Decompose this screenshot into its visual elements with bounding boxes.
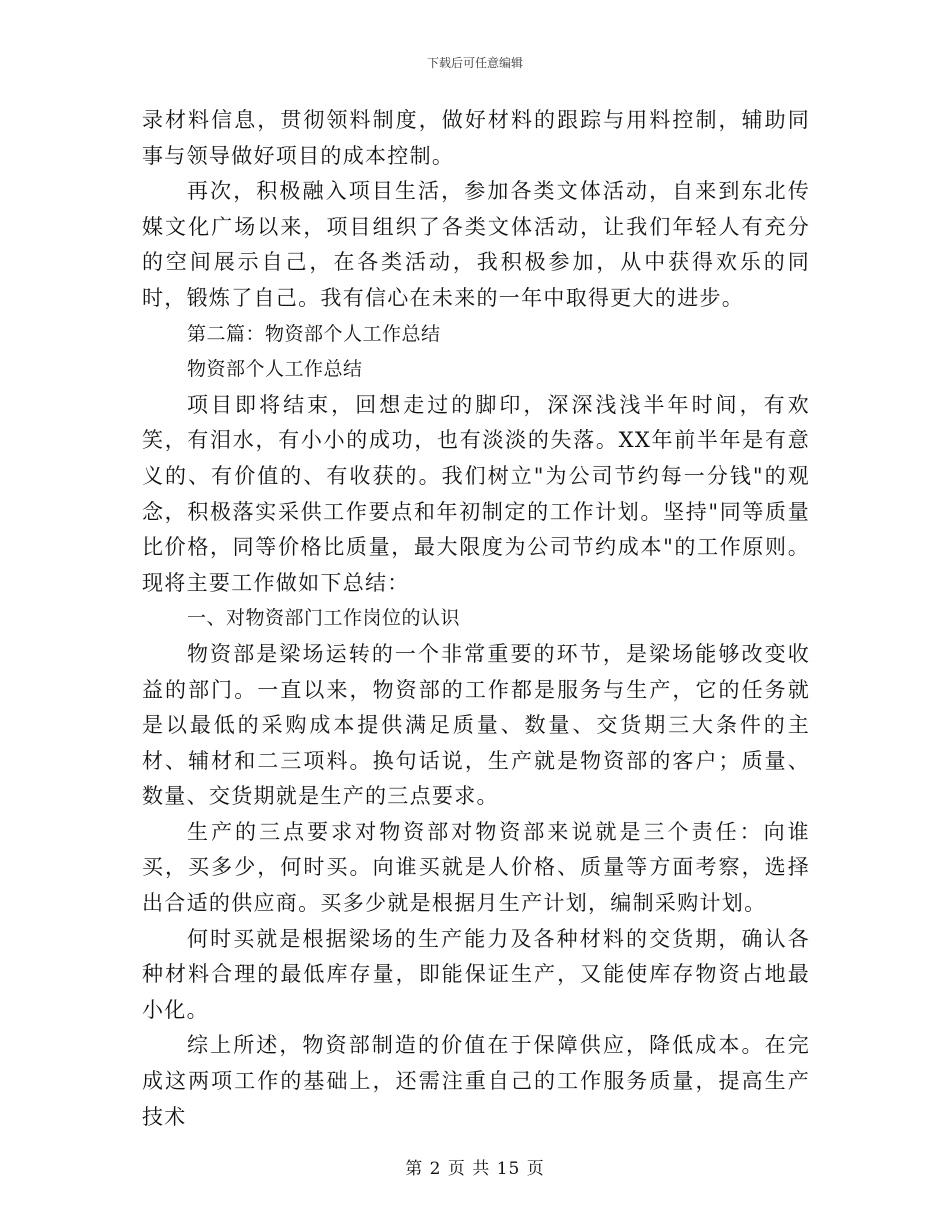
paragraph: 综上所述，物资部制造的价值在于保障供应，降低成本。在完成这两项工作的基础上，还需注重自己的工作服务质量，提高生产技术 (142, 1033, 810, 1129)
section-title: 第二篇：物资部个人工作总结 (187, 322, 441, 345)
paragraph: 项目即将结束，回想走过的脚印，深深浅浅半年时间，有欢笑，有泪水，有小小的成功，也有淡淡的失落。XX年前半年是有意义的、有价值的、有收获的。我们树立"为公司节约每一分钱"的观念，积极落实采供工作要点和年初制定的工作计划。坚持"同等质量比价格，同等价格比质量，最大限度为公司节约成本"的工作原则。现将主要工作做如下总结： (142, 392, 810, 595)
subsection-heading: 一、对物资部门工作岗位的认识 (187, 607, 461, 630)
document-body (142, 103, 810, 1135)
article-title: 物资部个人工作总结 (187, 358, 363, 381)
paragraph-continuation: 录材料信息，贯彻领料制度，做好材料的跟踪与用料控制，辅助同事与领导做好项目的成本控制。 (142, 108, 810, 168)
page-number: 第 2 页 共 15 页 (405, 1159, 545, 1179)
paragraph: 生产的三点要求对物资部对物资部来说就是三个责任：向谁买，买多少，何时买。向谁买就是人价格、质量等方面考察，选择出合适的供应商。买多少就是根据月生产计划，编制采购计划。 (142, 819, 810, 916)
paragraph: 何时买就是根据梁场的生产能力及各种材料的交货期，确认各种材料合理的最低库存量，即能保证生产，又能使库存物资占地最小化。 (142, 926, 810, 1022)
paragraph: 物资部是梁场运转的一个非常重要的环节，是梁场能够改变收益的部门。一直以来，物资部的工作都是服务与生产，它的任务就是以最低的采购成本提供满足质量、数量、交货期三大条件的主材、辅材和二三项料。换句话说，生产就是物资部的客户；质量、数量、交货期就是生产的三点要求。 (142, 641, 810, 809)
paragraph: 再次，积极融入项目生活，参加各类文体活动，自来到东北传媒文化广场以来，项目组织了各类文体活动，让我们年轻人有充分的空间展示自己，在各类活动，我积极参加，从中获得欢乐的同时，锻炼了自己。我有信心在未来的一年中取得更大的进步。 (142, 179, 810, 310)
page-header: 下载后可任意编辑 (426, 56, 523, 70)
